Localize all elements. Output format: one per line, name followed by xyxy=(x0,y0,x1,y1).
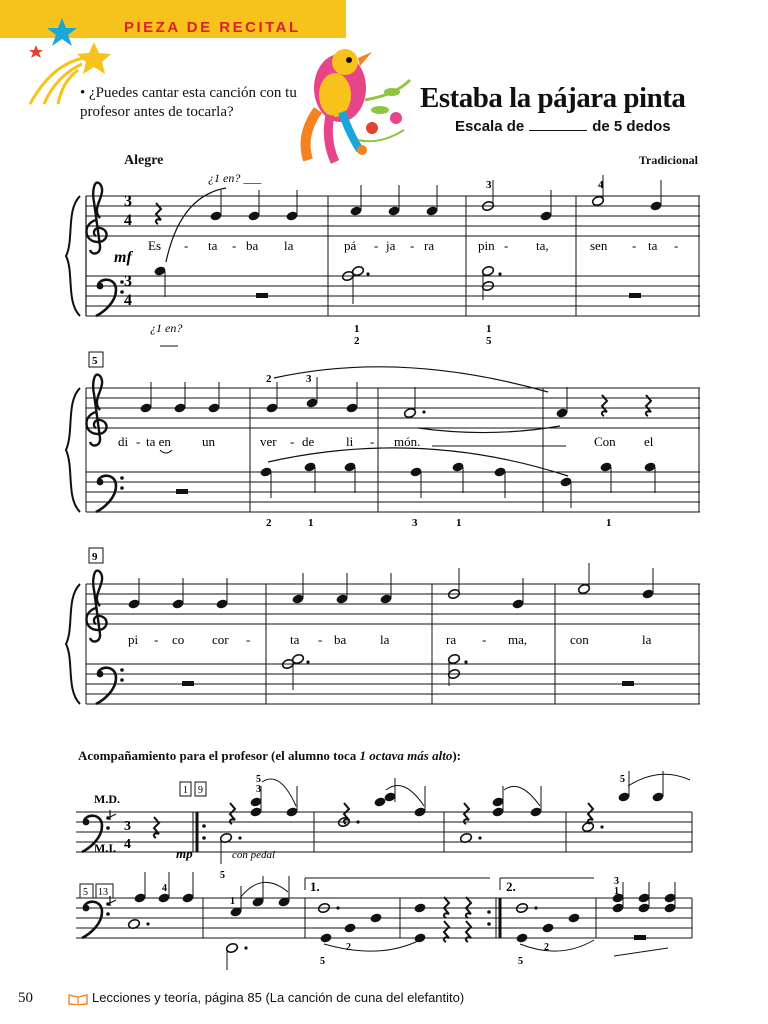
svg-text:ta en: ta en xyxy=(146,434,171,449)
svg-text:-: - xyxy=(290,434,295,449)
svg-text:ra: ra xyxy=(446,632,457,647)
notes-m1-bass xyxy=(153,265,641,304)
dynamic-mf: mf xyxy=(114,249,132,266)
svg-text:ta: ta xyxy=(648,238,658,253)
svg-text:2: 2 xyxy=(266,517,272,529)
svg-text:5: 5 xyxy=(620,774,625,785)
svg-text:ra: ra xyxy=(424,238,435,253)
system-1 xyxy=(66,171,700,347)
svg-text:-: - xyxy=(374,238,379,253)
time-sig-bottom: 4 xyxy=(124,212,132,229)
svg-text:3: 3 xyxy=(306,373,312,385)
svg-text:ba: ba xyxy=(334,632,347,647)
svg-text:4: 4 xyxy=(162,883,167,894)
svg-text:la: la xyxy=(642,632,652,647)
treble-hint: ¿1 en? ___ xyxy=(208,171,262,185)
svg-text:-: - xyxy=(154,632,159,647)
svg-text:3: 3 xyxy=(124,819,131,834)
svg-text:pin: pin xyxy=(478,238,495,253)
pedal-marking: con pedal xyxy=(232,849,276,861)
lyrics-1 xyxy=(148,238,678,253)
svg-text:ma,: ma, xyxy=(508,632,528,647)
svg-text:2: 2 xyxy=(266,373,272,385)
system-3 xyxy=(66,548,700,704)
svg-text:1: 1 xyxy=(230,896,235,907)
dynamic-mp: mp xyxy=(176,846,193,861)
treble-staff-1 xyxy=(86,196,700,236)
page-number: 50 xyxy=(18,990,33,1006)
svg-text:5: 5 xyxy=(486,335,492,347)
svg-text:ta: ta xyxy=(208,238,218,253)
svg-text:li: li xyxy=(346,434,354,449)
accompaniment-row-2 xyxy=(76,872,692,970)
finger-4: 4 xyxy=(598,179,604,191)
footer-reference: Lecciones y teoría, página 85 (La canción de cuna del elefantito) xyxy=(92,990,465,1005)
svg-text:1: 1 xyxy=(308,517,314,529)
svg-text:-: - xyxy=(504,238,509,253)
svg-text:Con: Con xyxy=(594,434,616,449)
svg-text:2: 2 xyxy=(346,942,351,953)
grand-staff-brace xyxy=(66,196,80,316)
left-hand-label: M.I. xyxy=(94,841,116,855)
svg-text:9: 9 xyxy=(198,785,203,796)
svg-text:el: el xyxy=(644,434,654,449)
right-hand-label: M.D. xyxy=(94,792,120,806)
time-sig-top: 3 xyxy=(124,193,132,210)
svg-text:4: 4 xyxy=(124,837,131,852)
svg-text:con: con xyxy=(570,632,589,647)
svg-text:2: 2 xyxy=(354,335,360,347)
system-2 xyxy=(66,352,700,529)
finger-3: 3 xyxy=(486,179,492,191)
composer-credit: Tradicional xyxy=(638,153,698,167)
svg-text:1: 1 xyxy=(486,323,492,335)
svg-text:la: la xyxy=(284,238,294,253)
svg-text:ba: ba xyxy=(246,238,259,253)
svg-text:1: 1 xyxy=(183,785,188,796)
bullet-prompt: • ¿Puedes cantar esta canción con tu profesor antes de tocarla? xyxy=(80,85,297,120)
svg-text:1: 1 xyxy=(614,886,619,897)
scale-subtitle: Escala de de 5 dedos xyxy=(455,118,671,135)
svg-text:2: 2 xyxy=(544,942,549,953)
book-icon xyxy=(68,993,88,1005)
svg-text:ta,: ta, xyxy=(536,238,549,253)
svg-text:5: 5 xyxy=(83,887,88,898)
first-ending: 1. xyxy=(310,879,320,894)
svg-text:ver: ver xyxy=(260,434,277,449)
measure-number-5: 5 xyxy=(92,355,98,367)
svg-text:Es: Es xyxy=(148,238,161,253)
svg-text:1: 1 xyxy=(606,517,612,529)
svg-text:1: 1 xyxy=(456,517,462,529)
svg-text:co: co xyxy=(172,632,185,647)
svg-text:món.: món. xyxy=(394,434,421,449)
svg-text:sen: sen xyxy=(590,238,608,253)
time-sig-top-bass: 3 xyxy=(124,273,132,290)
song-title: Estaba la pájara pinta xyxy=(420,82,686,114)
svg-text:1: 1 xyxy=(354,323,360,335)
svg-text:ta: ta xyxy=(290,632,300,647)
svg-text:-: - xyxy=(632,238,637,253)
banner-label: PIEZA DE RECITAL xyxy=(124,19,301,36)
svg-text:-: - xyxy=(318,632,323,647)
svg-text:3: 3 xyxy=(614,876,619,887)
svg-text:de: de xyxy=(302,434,315,449)
svg-text:-: - xyxy=(184,238,189,253)
svg-text:-: - xyxy=(482,632,487,647)
svg-text:5: 5 xyxy=(220,870,225,881)
svg-text:pi: pi xyxy=(128,632,139,647)
bass-hint: ¿1 en? xyxy=(150,321,183,335)
svg-text:-: - xyxy=(246,632,251,647)
svg-text:-: - xyxy=(674,238,679,253)
svg-text:-: - xyxy=(410,238,415,253)
svg-text:3: 3 xyxy=(256,784,261,795)
svg-text:5: 5 xyxy=(320,956,325,967)
svg-text:-: - xyxy=(136,434,141,449)
svg-text:cor: cor xyxy=(212,632,229,647)
svg-text:13: 13 xyxy=(98,887,108,898)
svg-text:5: 5 xyxy=(256,774,261,785)
svg-text:di: di xyxy=(118,434,129,449)
svg-text:la: la xyxy=(380,632,390,647)
svg-text:un: un xyxy=(202,434,215,449)
bass-staff-1 xyxy=(86,276,700,316)
notes-m1-treble xyxy=(209,175,662,222)
svg-text:-: - xyxy=(370,434,375,449)
svg-text:-: - xyxy=(232,238,237,253)
svg-text:pá: pá xyxy=(344,238,357,253)
svg-text:ja: ja xyxy=(386,238,396,253)
bass-clef-icon xyxy=(96,280,124,316)
svg-text:5: 5 xyxy=(518,956,523,967)
svg-text:3: 3 xyxy=(412,517,418,529)
treble-clef-icon xyxy=(86,183,106,254)
tempo-marking: Alegre xyxy=(124,153,164,168)
measure-number-9: 9 xyxy=(92,551,98,563)
time-sig-bottom-bass: 4 xyxy=(124,292,132,309)
accompaniment-row-1 xyxy=(76,771,692,881)
second-ending: 2. xyxy=(506,879,516,894)
accompaniment-title: Acompañamiento para el profesor (el alumno toca 1 octava más alto): xyxy=(78,748,461,763)
